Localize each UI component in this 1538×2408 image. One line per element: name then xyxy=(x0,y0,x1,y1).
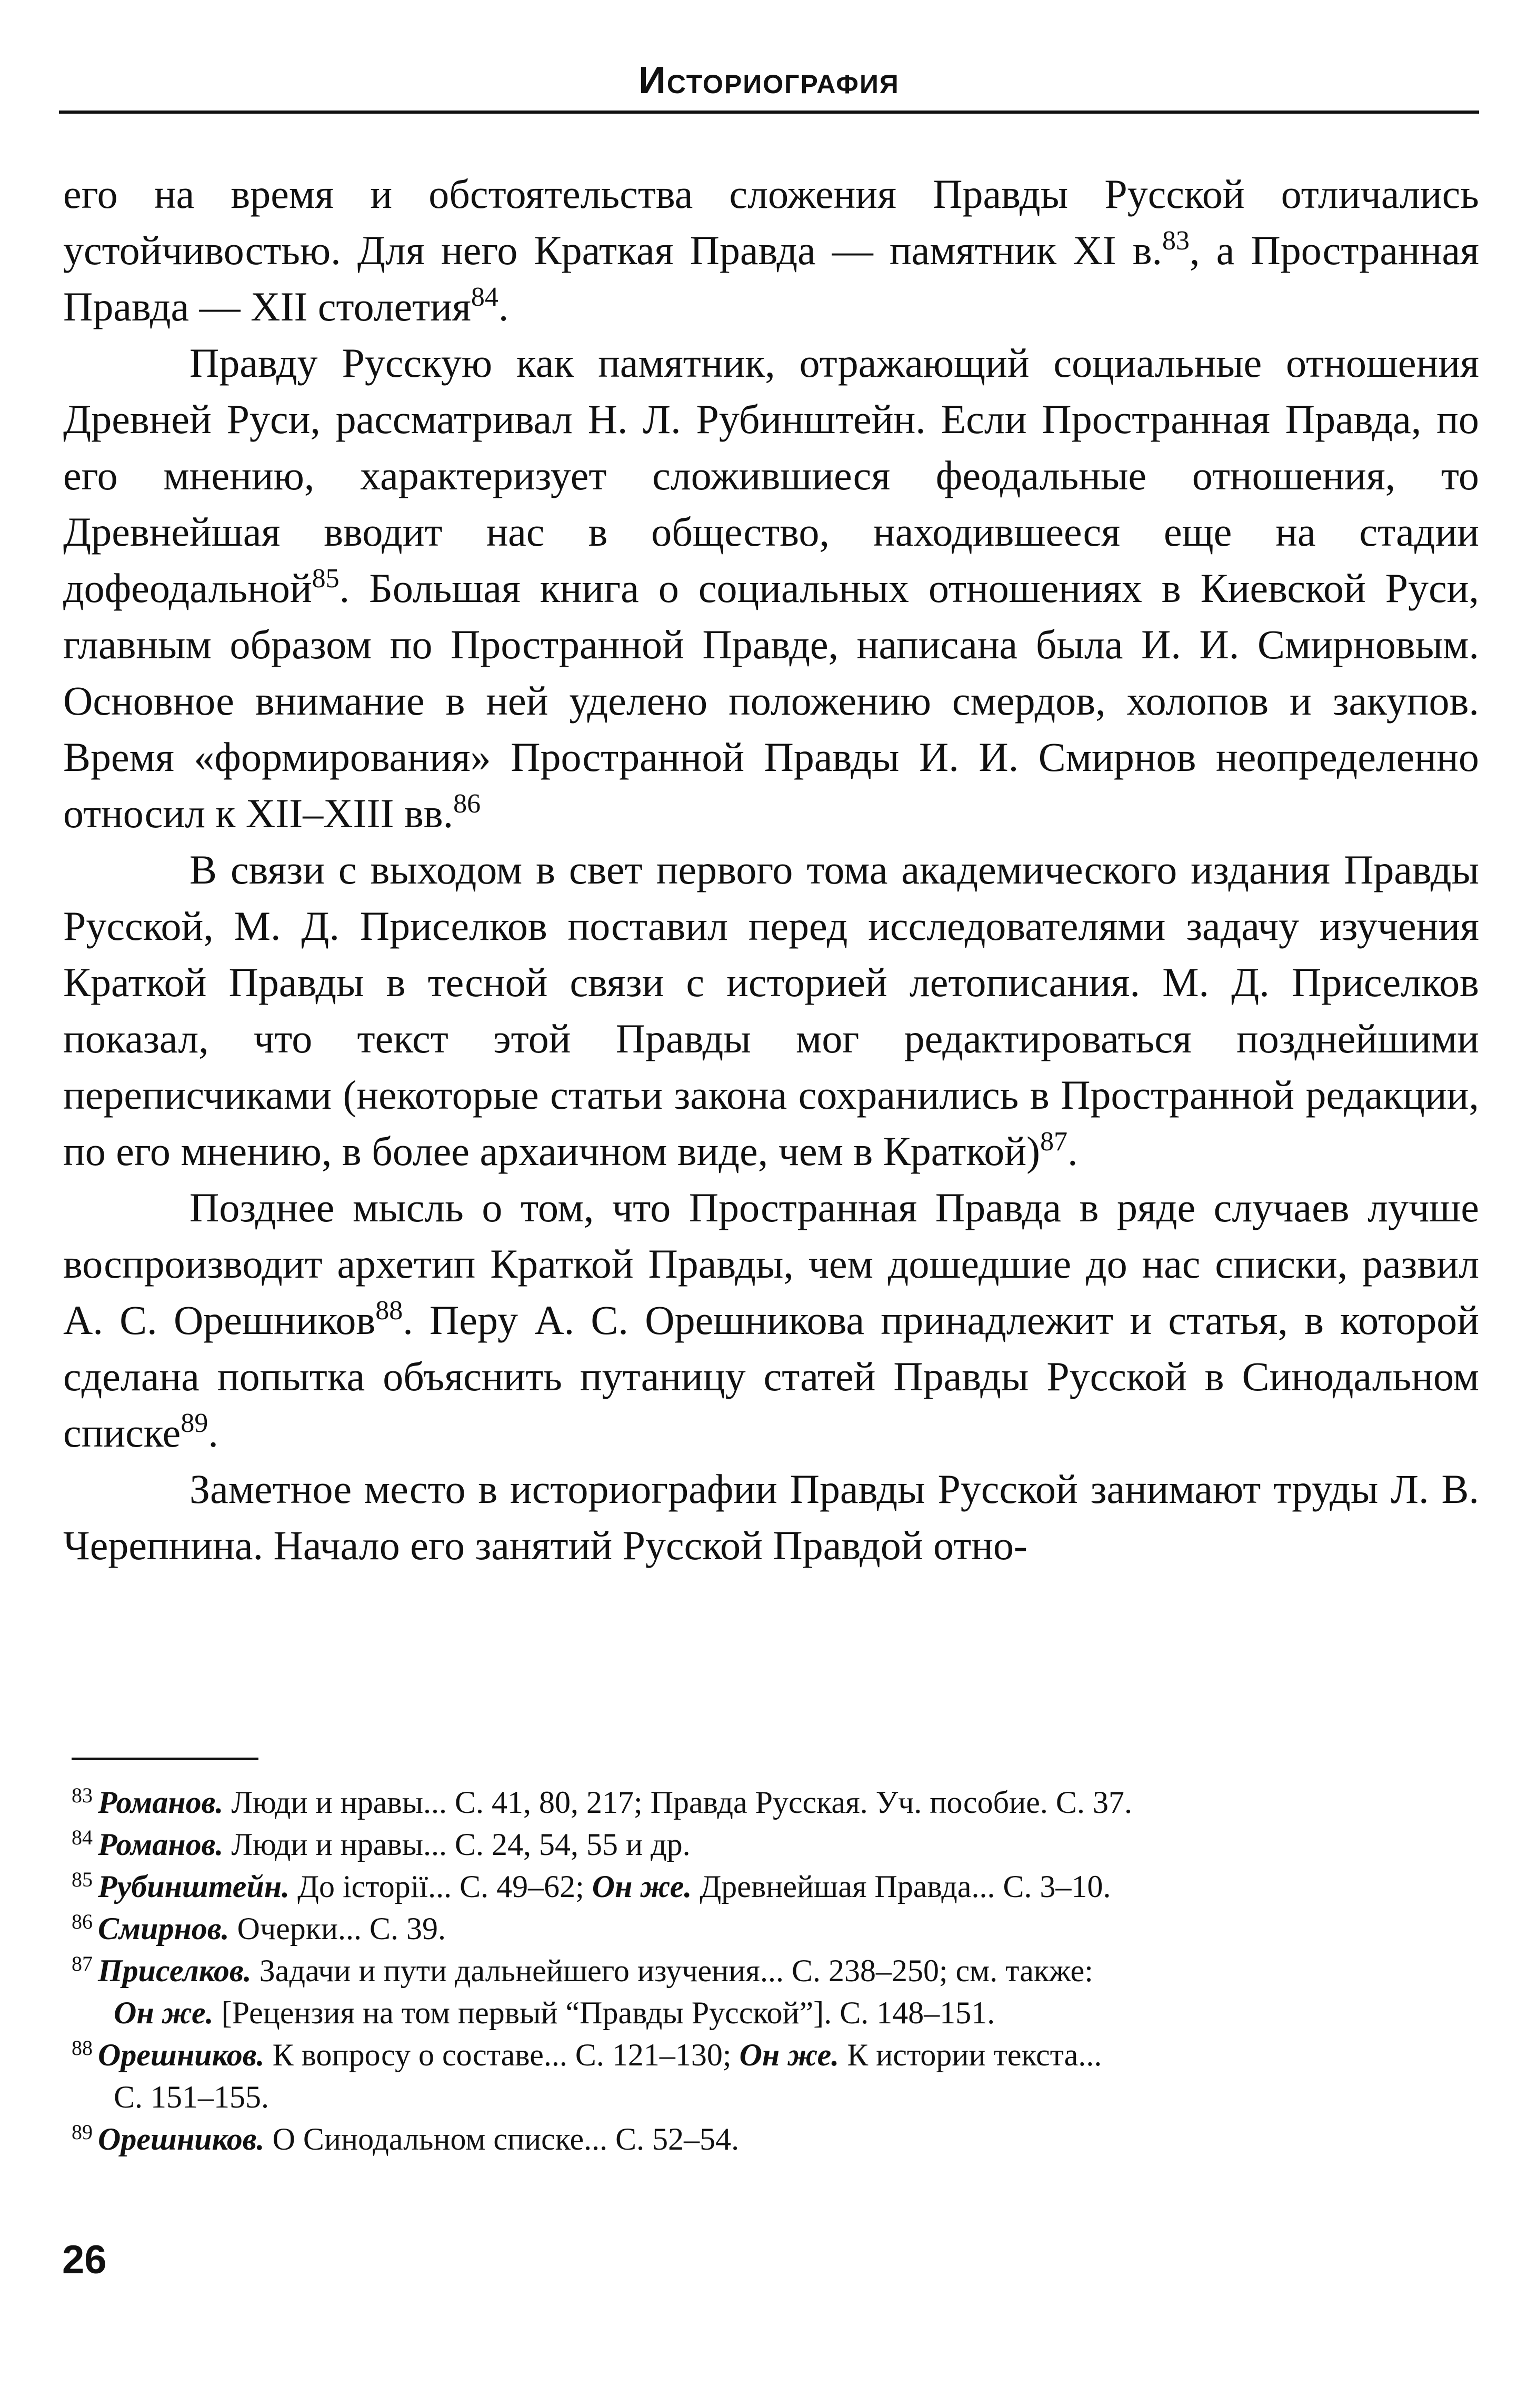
footnote-author-2: Он же. xyxy=(592,1869,692,1904)
footnote-text: До історії... С. 49–62; xyxy=(289,1869,592,1904)
paragraph-1-text-3: . xyxy=(498,284,509,329)
footnote-88-continuation xyxy=(72,2076,1482,2118)
paragraph-2-text-2: . Большая книга о социальных отношениях в Киевской Руси, главным образом по Пространной Правде, написана была И. И. Смирновым. Основное внимание в ней уделено положению смердов, холопов и закупов. Время «формирования» Пространной Правды И. И. Смирнов неопределенно относил к XII–XIII вв. xyxy=(63,565,1479,836)
footnote-separator xyxy=(72,1758,258,1760)
footnote-86 xyxy=(72,1908,1482,1950)
footnote-author-2: Он же. xyxy=(114,1995,214,2030)
paragraph-4 xyxy=(63,1179,1479,1461)
paragraph-3-text: В связи с выходом в свет первого тома академического издания Правды Русской, М. Д. Приселков поставил перед исследователями задачу изучения Краткой Правды в тесной связи с историей летописания. М. Д. Приселков показал, что текст этой Правды мог редактироваться позднейшими переписчиками (некоторые статьи закона сохранились в Пространной редакции, по его мнению, в более архаичном виде, чем в Краткой) xyxy=(63,847,1479,1174)
footnote-83 xyxy=(72,1781,1482,1823)
paragraph-1-text-2: , а Пространная Правда — XII столетия xyxy=(63,227,1479,329)
footnote-number: 83 xyxy=(72,1783,93,1807)
footnote-author: Приселков. xyxy=(98,1953,252,1988)
footnote-ref-87[interactable]: 87 xyxy=(1040,1127,1068,1157)
footnote-author-2: Он же. xyxy=(739,2038,840,2072)
footnote-number: 85 xyxy=(72,1868,93,1891)
footnote-number: 88 xyxy=(72,2036,93,2060)
footnote-number: 89 xyxy=(72,2120,93,2144)
footnote-number: 84 xyxy=(72,1825,93,1849)
footnote-text-3: С. 151–155. xyxy=(114,2080,269,2114)
footnote-text: Люди и нравы... С. 41, 80, 217; Правда Русская. Уч. пособие. С. 37. xyxy=(223,1785,1132,1820)
paragraph-3-text-2: . xyxy=(1067,1128,1078,1174)
footnotes xyxy=(72,1781,1482,2160)
footnote-author: Рубинштейн. xyxy=(98,1869,290,1904)
footnote-87 xyxy=(72,1950,1482,1992)
footnote-text: Задачи и пути дальнейшего изучения... С. 238–250; см. также: xyxy=(251,1953,1093,1988)
running-title: Историография xyxy=(638,59,900,102)
footnote-author: Смирнов. xyxy=(98,1911,229,1946)
paragraph-3 xyxy=(63,841,1479,1179)
page-header xyxy=(59,57,1479,116)
footnote-85 xyxy=(72,1865,1482,1908)
paragraph-1 xyxy=(63,166,1479,335)
body-text xyxy=(63,166,1479,1573)
footnote-text: К вопросу о составе... С. 121–130; xyxy=(264,2038,740,2072)
footnote-author: Орешников. xyxy=(98,2038,265,2072)
paragraph-5-text: Заметное место в историографии Правды Русской занимают труды Л. В. Черепнина. Начало его занятий Русской Правдой отно- xyxy=(63,1466,1479,1568)
footnote-89 xyxy=(72,2118,1482,2160)
footnote-number: 87 xyxy=(72,1952,93,1975)
header-rule xyxy=(59,111,1479,114)
footnote-author: Романов. xyxy=(98,1785,224,1820)
footnote-text-2: Древнейшая Правда... С. 3–10. xyxy=(692,1869,1111,1904)
footnote-ref-88[interactable]: 88 xyxy=(375,1296,403,1326)
footnote-text-2: [Рецензия на том первый “Правды Русской”]. С. 148–151. xyxy=(213,1995,995,2030)
footnote-text-2: К истории текста... xyxy=(839,2038,1102,2072)
page-number: 26 xyxy=(62,2238,107,2282)
footnote-ref-85[interactable]: 85 xyxy=(312,564,339,594)
footnote-ref-89[interactable]: 89 xyxy=(181,1408,208,1438)
paragraph-4-text: Позднее мысль о том, что Пространная Правда в ряде случаев лучше воспроизводит архетип Краткой Правды, чем дошедшие до нас списки, развил А. С. Орешников xyxy=(63,1185,1479,1343)
footnote-author: Романов. xyxy=(98,1827,224,1862)
footnote-text: Очерки... С. 39. xyxy=(229,1911,446,1946)
paragraph-5 xyxy=(63,1461,1479,1573)
paragraph-2-text: Правду Русскую как памятник, отражающий социальные отношения Древней Руси, рассматривал Н. Л. Рубинштейн. Если Пространная Правда, по его мнению, характеризует сложившиеся феодальные отношения, то Древнейшая вводит нас в общество, находившееся еще на стадии дофеодальной xyxy=(63,340,1479,611)
footnote-88 xyxy=(72,2034,1482,2076)
footnote-text: Люди и нравы... С. 24, 54, 55 и др. xyxy=(223,1827,691,1862)
paragraph-2 xyxy=(63,335,1479,841)
paragraph-1-text: его на время и обстоятельства сложения Правды Русской отличались устойчивостью. Для него Краткая Правда — памятник XI в. xyxy=(63,171,1479,273)
paragraph-4-text-2: . Перу А. С. Орешникова принадлежит и статья, в которой сделана попытка объяснить путаницу статей Правды Русской в Синодальном списке xyxy=(63,1297,1479,1456)
footnote-ref-84[interactable]: 84 xyxy=(471,282,498,312)
footnote-84 xyxy=(72,1823,1482,1865)
paragraph-4-text-3: . xyxy=(208,1410,218,1456)
footnote-number: 86 xyxy=(72,1910,93,1933)
footnote-87-continuation xyxy=(72,1992,1482,2034)
footnote-author: Орешников. xyxy=(98,2122,265,2156)
footnote-ref-86[interactable]: 86 xyxy=(453,789,481,819)
footnote-text: О Синодальном списке... С. 52–54. xyxy=(264,2122,740,2156)
footnote-ref-83[interactable]: 83 xyxy=(1162,226,1190,256)
